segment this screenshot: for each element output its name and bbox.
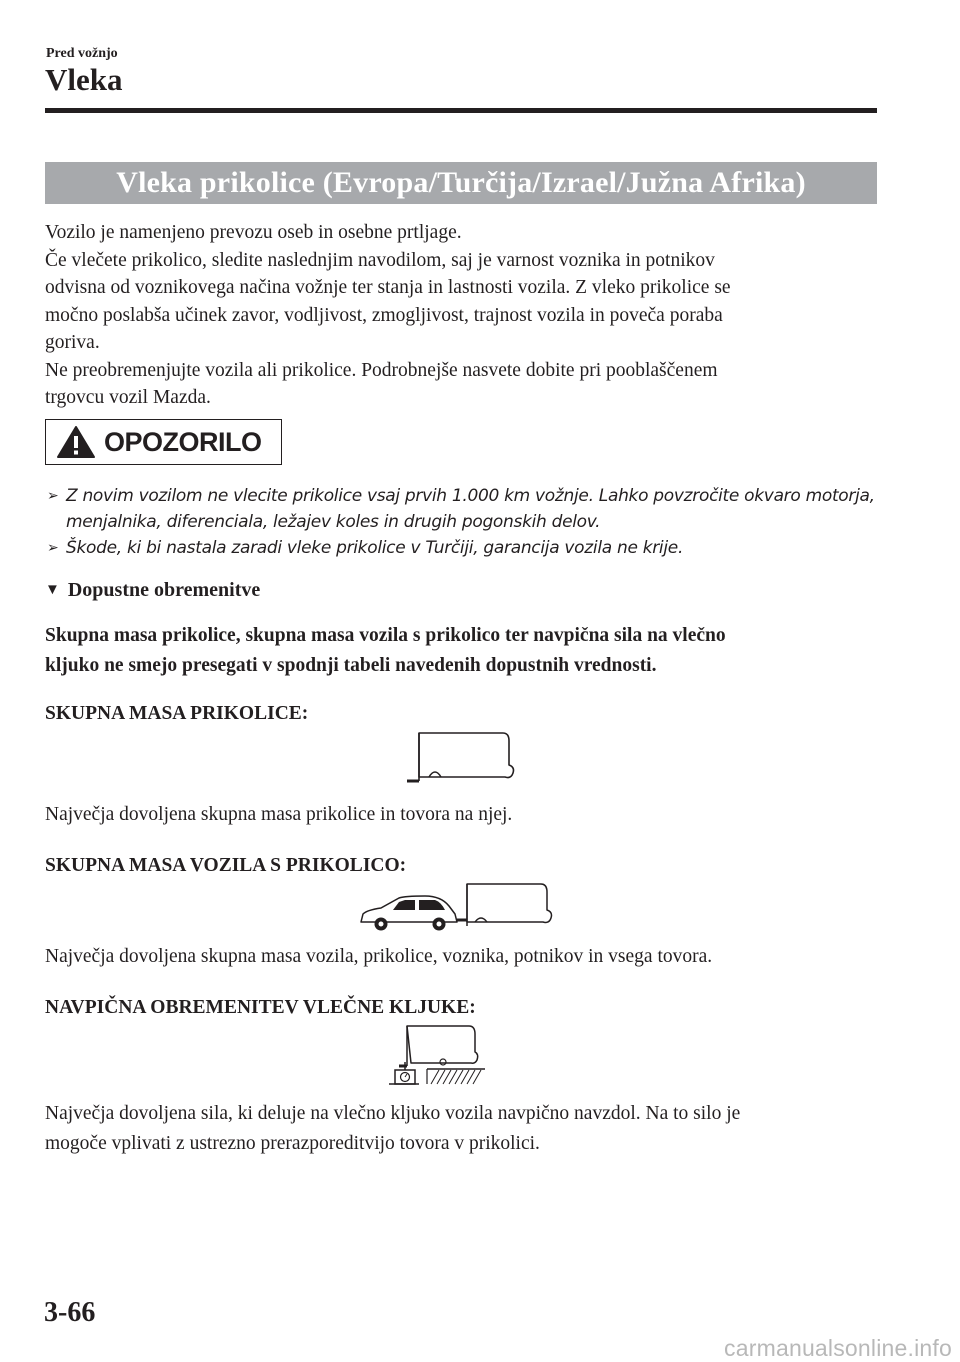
arrow-bullet-icon: ➢ bbox=[47, 488, 59, 504]
warning-item-text: Z novim vozilom ne vlecite prikolice vsaj prvih 1.000 km vožnje. Lahko povzročite okvaro motorja, menjalnika, diferenciala, ležajev koles in drugih pogonskih delov. bbox=[66, 486, 875, 532]
intro-line: goriva. bbox=[45, 332, 100, 353]
page-number: 3-66 bbox=[44, 1297, 96, 1328]
intro-line: trgovcu vozil Mazda. bbox=[45, 387, 211, 408]
warning-label: OPOZORILO bbox=[104, 426, 262, 457]
intro-line: Ne preobremenjujte vozila ali prikolice. Podrobnejše nasvete dobite pri pooblaščenem bbox=[45, 359, 718, 381]
warning-item-text: Škode, ki bi nastala zaradi vleke prikolice v Turčiji, garancija vozila ne krije. bbox=[66, 538, 684, 558]
warning-box bbox=[45, 419, 282, 465]
entry-description-line: mogoče vplivati z ustrezno prerazporeditvijo tovora v prikolici. bbox=[45, 1133, 540, 1154]
section-banner bbox=[45, 162, 877, 204]
intro-line: odvisna od voznikovega načina vožnje ter stanja in lastnosti vozila. Z vleko prikolice se bbox=[45, 277, 731, 298]
tongue-load-scale-icon bbox=[385, 1022, 490, 1090]
entry-description-line: Največja dovoljena sila, ki deluje na vlečno kljuko vozila navpično navzdol. Na to silo je bbox=[45, 1103, 741, 1124]
intro-line: Vozilo je namenjeno prevozu oseb in osebne prtljage. bbox=[45, 222, 462, 243]
triangle-marker-icon: ▼ bbox=[45, 582, 60, 598]
intro-line: močno poslabša učinek zavor, vodljivost, zmogljivost, trajnost vozila in poveča poraba bbox=[45, 304, 723, 326]
arrow-bullet-icon: ➢ bbox=[47, 540, 59, 556]
entry-label-tongue-load: NAVPIČNA OBREMENITEV VLEČNE KLJUKE: bbox=[45, 997, 476, 1018]
warning-list bbox=[47, 483, 877, 561]
subsection-title: Dopustne obremenitve bbox=[67, 579, 261, 601]
subsection-heading bbox=[45, 579, 260, 602]
limits-paragraph bbox=[45, 621, 875, 681]
section-banner-title: Vleka prikolice (Evropa/Turčija/Izrael/Južna Afrika) bbox=[116, 166, 806, 199]
entry-description-tongue-load bbox=[45, 1099, 875, 1159]
intro-line: Če vlečete prikolico, sledite naslednjim navodilom, saj je varnost voznika in potnikov bbox=[45, 249, 715, 271]
limits-line: kljuko ne smejo presegati v spodnji tabeli navedenih dopustnih vrednosti. bbox=[45, 655, 657, 676]
entry-description-combined-mass: Največja dovoljena skupna masa vozila, prikolice, voznika, potnikov in vsega tovora. bbox=[45, 946, 713, 967]
entry-description-trailer-mass: Največja dovoljena skupna masa prikolice in tovora na njej. bbox=[45, 804, 513, 825]
section-label: Pred vožnjo bbox=[46, 46, 118, 61]
warning-item bbox=[47, 535, 877, 561]
car-with-trailer-icon bbox=[355, 880, 555, 940]
warning-item bbox=[47, 483, 877, 535]
entry-label-trailer-mass: SKUPNA MASA PRIKOLICE: bbox=[45, 703, 309, 724]
warning-triangle-icon bbox=[56, 425, 96, 459]
chapter-title: Vleka bbox=[45, 62, 123, 97]
watermark: carmanualsonline.info bbox=[724, 1335, 952, 1361]
trailer-icon bbox=[405, 727, 515, 787]
header-rule bbox=[45, 108, 877, 113]
intro-paragraph bbox=[45, 219, 865, 412]
entry-label-combined-mass: SKUPNA MASA VOZILA S PRIKOLICO: bbox=[45, 855, 407, 876]
limits-line: Skupna masa prikolice, skupna masa vozila s prikolico ter navpična sila na vlečno bbox=[45, 625, 726, 646]
